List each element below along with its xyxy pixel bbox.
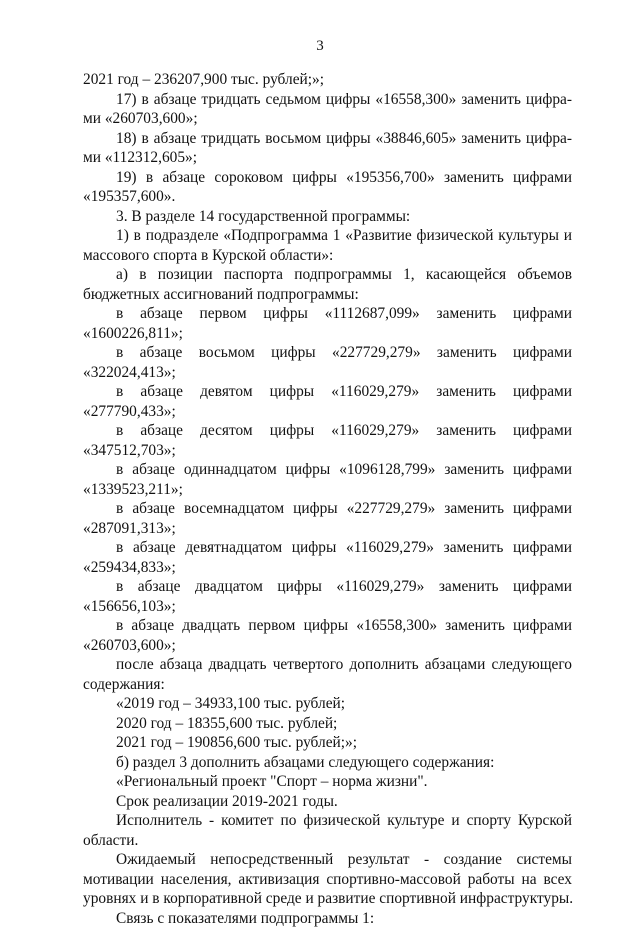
text-line: области. <box>83 831 572 851</box>
text-line: «Региональный проект "Спорт – норма жизни". <box>83 772 572 792</box>
text-line: 17) в абзаце тридцать седьмом цифры «16558,300» заменить цифра- <box>83 90 572 110</box>
text-line: после абзаца двадцать четвертого дополнить абзацами следующего <box>83 655 572 675</box>
text-line: в абзаце восемнадцатом цифры «227729,279» заменить цифрами <box>83 499 572 519</box>
document-body <box>83 70 572 928</box>
text-line: «260703,600»; <box>83 636 572 656</box>
text-line: в абзаце девятом цифры «116029,279» заменить цифрами <box>83 382 572 402</box>
text-line: в абзаце двадцатом цифры «116029,279» заменить цифрами <box>83 577 572 597</box>
text-line: «277790,433»; <box>83 402 572 422</box>
text-line: 2021 год – 236207,900 тыс. рублей;»; <box>83 70 572 90</box>
text-line: в абзаце восьмом цифры «227729,279» заменить цифрами <box>83 343 572 363</box>
text-line: «2019 год – 34933,100 тыс. рублей; <box>83 694 572 714</box>
text-line: в абзаце десятом цифры «116029,279» заменить цифрами <box>83 421 572 441</box>
text-line: ми «112312,605»; <box>83 148 572 168</box>
text-line: ми «260703,600»; <box>83 109 572 129</box>
page-number: 3 <box>0 38 640 55</box>
text-line: «259434,833»; <box>83 558 572 578</box>
text-line: бюджетных ассигнований подпрограммы: <box>83 285 572 305</box>
text-line: «1600226,811»; <box>83 324 572 344</box>
text-line: мотивации населения, активизация спортивно-массовой работы на всех <box>83 870 572 890</box>
text-line: «347512,703»; <box>83 441 572 461</box>
text-line: «195357,600». <box>83 187 572 207</box>
text-line: Связь с показателями подпрограммы 1: <box>83 909 572 928</box>
text-line: а) в позиции паспорта подпрограммы 1, касающейся объемов <box>83 265 572 285</box>
text-line: в абзаце девятнадцатом цифры «116029,279» заменить цифрами <box>83 538 572 558</box>
text-line: в абзаце двадцать первом цифры «16558,300» заменить цифрами <box>83 616 572 636</box>
text-line: Ожидаемый непосредственный результат - создание системы <box>83 850 572 870</box>
text-line: «287091,313»; <box>83 519 572 539</box>
text-line: Срок реализации 2019-2021 годы. <box>83 792 572 812</box>
text-line: в абзаце одиннадцатом цифры «1096128,799» заменить цифрами <box>83 460 572 480</box>
text-line: массового спорта в Курской области»: <box>83 246 572 266</box>
text-line: «1339523,211»; <box>83 480 572 500</box>
text-line: содержания: <box>83 675 572 695</box>
text-line: «322024,413»; <box>83 363 572 383</box>
text-line: 2020 год – 18355,600 тыс. рублей; <box>83 714 572 734</box>
text-line: 2021 год – 190856,600 тыс. рублей;»; <box>83 733 572 753</box>
text-line: «156656,103»; <box>83 597 572 617</box>
text-line: 19) в абзаце сороковом цифры «195356,700» заменить цифрами <box>83 168 572 188</box>
text-line: в абзаце первом цифры «1112687,099» заменить цифрами <box>83 304 572 324</box>
section-heading: 3. В разделе 14 государственной программы: <box>83 207 572 227</box>
text-line: 1) в подразделе «Подпрограмма 1 «Развитие физической культуры и <box>83 226 572 246</box>
text-line: уровнях и в корпоративной среде и развитие спортивной инфраструктуры. <box>83 889 572 909</box>
text-line: Исполнитель - комитет по физической культуре и спорту Курской <box>83 811 572 831</box>
text-line: 18) в абзаце тридцать восьмом цифры «38846,605» заменить цифра- <box>83 129 572 149</box>
text-line: б) раздел 3 дополнить абзацами следующего содержания: <box>83 753 572 773</box>
